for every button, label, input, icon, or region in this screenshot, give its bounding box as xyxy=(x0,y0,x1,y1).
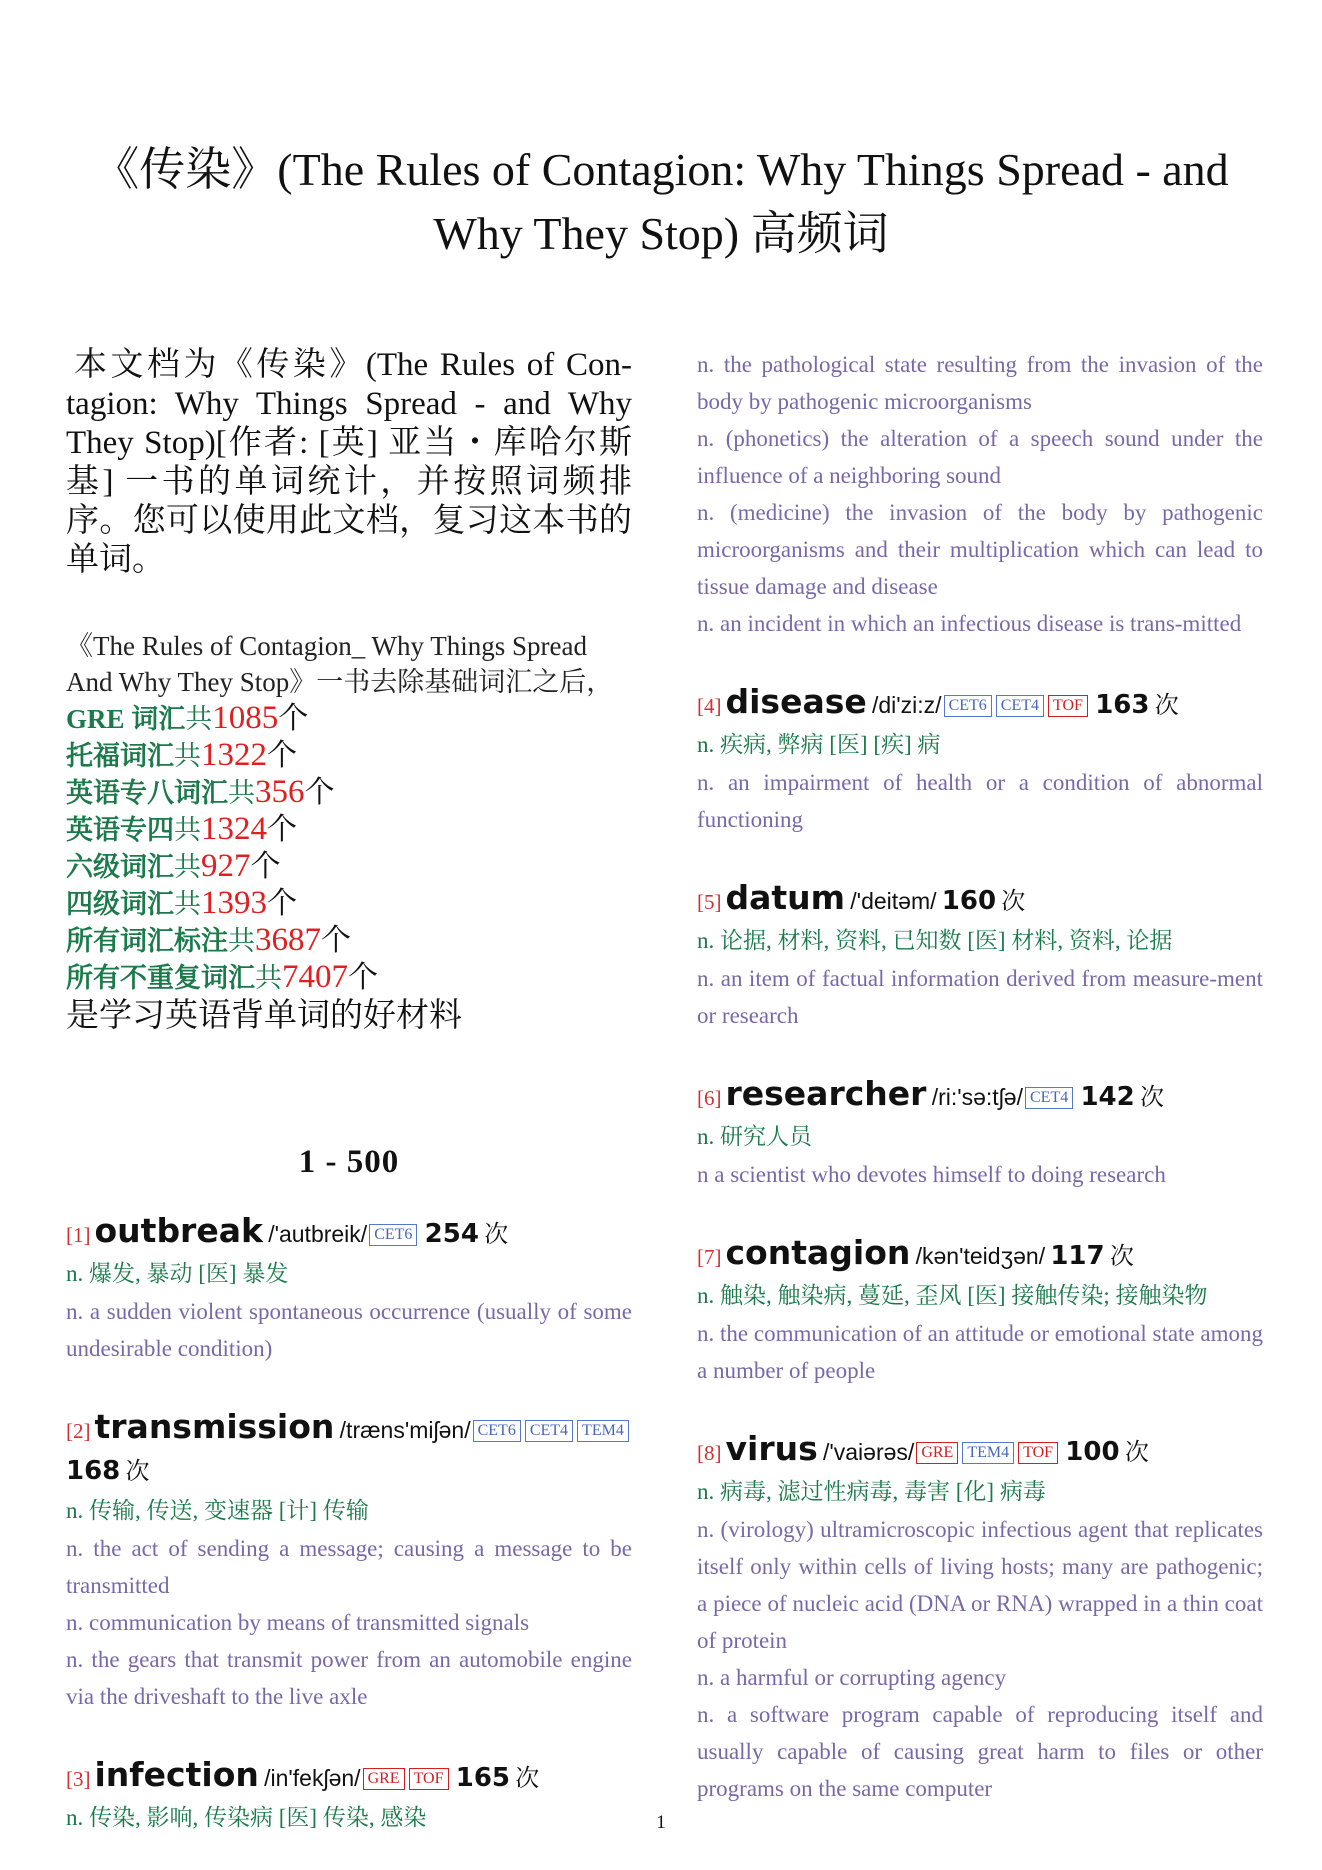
stat-label: 所有词汇标注 xyxy=(66,926,228,956)
exam-tag: TEM4 xyxy=(962,1442,1014,1464)
entry-head xyxy=(66,1407,632,1492)
entry-frequency-unit: 次 xyxy=(125,1459,150,1485)
entry-english-definition: n a scientist who devotes himself to doing research xyxy=(697,1162,1166,1187)
stat-mid: 共 xyxy=(174,741,201,771)
entry-frequency-unit: 次 xyxy=(1124,1440,1149,1466)
entry-chinese-definition: n. 爆发, 暴动 [医] 暴发 xyxy=(66,1261,289,1286)
entry-frequency-unit: 次 xyxy=(1140,1085,1164,1111)
entry-frequency: 163 xyxy=(1095,690,1150,720)
stat-line xyxy=(66,848,632,885)
vocab-entry xyxy=(66,1407,632,1715)
entry-frequency-unit: 次 xyxy=(1154,693,1179,719)
exam-tag: CET6 xyxy=(944,695,992,717)
entry-index: [6] xyxy=(697,1086,722,1110)
entry-english-definition: n. an incident in which an infectious disease is trans-mitted xyxy=(697,611,1242,636)
entry-english-definition: n. (phonetics) the alteration of a speech sound under the influence of a neighboring sound xyxy=(697,426,1263,488)
stat-unit: 个 xyxy=(267,813,297,846)
vocab-entry xyxy=(697,1074,1263,1193)
exam-tag: GRE xyxy=(916,1442,958,1464)
entry-chinese-definition: n. 研究人员 xyxy=(697,1124,812,1149)
entry-index: [7] xyxy=(697,1245,722,1269)
exam-tag: CET6 xyxy=(473,1420,521,1442)
stat-label: 所有不重复词汇 xyxy=(66,963,255,993)
stat-unit: 个 xyxy=(267,887,297,920)
entry-head xyxy=(697,1074,1263,1118)
page-number: 1 xyxy=(656,1812,666,1833)
entry-head xyxy=(697,682,1263,726)
vocab-stats xyxy=(66,628,632,1036)
entry-english-definition: n. the act of sending a message; causing a message to be transmitted xyxy=(66,1536,632,1598)
stat-mid: 共 xyxy=(174,815,201,845)
entry-frequency: 254 xyxy=(424,1219,479,1249)
stats-closing: 是学习英语背单词的好材料 xyxy=(66,998,462,1034)
stat-mid: 共 xyxy=(174,889,201,919)
entry-english-definition: n. a harmful or corrupting agency xyxy=(697,1665,1007,1690)
stat-label: 英语专八词汇 xyxy=(66,778,228,808)
entry-english-definition: n. an impairment of health or a condition of abnormal functioning xyxy=(697,770,1263,832)
entry-english-definition: n. the pathological state resulting from the invasion of the body by pathogenic microorganisms xyxy=(697,352,1263,414)
stat-unit: 个 xyxy=(250,850,281,883)
entry-index: [1] xyxy=(66,1223,91,1247)
entry-chinese-definition: n. 论据, 材料, 资料, 已知数 [医] 材料, 资料, 论据 xyxy=(697,928,1173,953)
stat-count: 1322 xyxy=(201,737,267,773)
stat-line xyxy=(66,922,632,959)
stat-line xyxy=(66,959,632,996)
stat-count: 3687 xyxy=(255,922,321,958)
entry-index: [8] xyxy=(697,1441,722,1465)
stat-unit: 个 xyxy=(278,702,309,735)
entry-frequency-unit: 次 xyxy=(1001,889,1026,915)
entry-english-definition: n. communication by means of transmitted signals xyxy=(66,1610,530,1635)
entry-ipa: /in'fekʃən/ xyxy=(264,1765,361,1791)
entry-ipa: /ri:'sə:tʃə/ xyxy=(931,1084,1023,1110)
right-column xyxy=(697,346,1263,1847)
entry-ipa: /'vaiərəs/ xyxy=(822,1439,915,1465)
entry-word: outbreak xyxy=(94,1211,263,1250)
exam-tag: CET4 xyxy=(525,1420,573,1442)
stat-line xyxy=(66,885,632,922)
entry-chinese-definition: n. 疾病, 弊病 [医] [疾] 病 xyxy=(697,732,941,757)
entry-english-definition: n. a software program capable of reproducing itself and usually capable of causing great harm to files or other programs on the same computer xyxy=(697,1702,1263,1801)
entry-word: datum xyxy=(725,878,846,917)
entry-frequency: 142 xyxy=(1080,1082,1135,1112)
entry-frequency-unit: 次 xyxy=(484,1222,509,1248)
entry-head xyxy=(697,878,1263,922)
entry-chinese-definition: n. 传输, 传送, 变速器 [计] 传输 xyxy=(66,1498,369,1523)
entry-chinese-definition: n. 传染, 影响, 传染病 [医] 传染, 感染 xyxy=(66,1805,427,1830)
range-heading: 1 - 500 xyxy=(298,1144,400,1180)
vocab-entry xyxy=(66,1211,632,1367)
stats-lines xyxy=(66,700,632,996)
entry-word: transmission xyxy=(94,1407,335,1446)
entry-frequency-unit: 次 xyxy=(1109,1244,1134,1270)
stat-count: 927 xyxy=(201,848,251,884)
stat-mid: 共 xyxy=(228,778,255,808)
entry-index: [2] xyxy=(66,1419,91,1443)
stat-mid: 共 xyxy=(255,963,282,993)
entry-english-definition: n. the gears that transmit power from an automobile engine via the driveshaft to the live axle xyxy=(66,1647,632,1709)
entry-frequency-unit: 次 xyxy=(515,1766,540,1792)
stat-label: 六级词汇 xyxy=(66,852,174,882)
entry-frequency: 165 xyxy=(455,1763,511,1793)
entry-english-definition: n. (medicine) the invasion of the body by pathogenic microorganisms and their multiplication which can lead to tissue damage and disease xyxy=(697,500,1263,599)
vocab-entry xyxy=(697,682,1263,838)
stat-label: GRE 词汇 xyxy=(66,704,186,734)
entry-frequency: 168 xyxy=(66,1456,121,1486)
stat-count: 1085 xyxy=(212,700,279,736)
entry-head xyxy=(66,1211,632,1255)
vocab-entry xyxy=(697,1429,1263,1807)
stat-count: 356 xyxy=(255,774,305,810)
stat-label: 英语专四 xyxy=(66,815,174,845)
entry-chinese-definition: n. 病毒, 滤过性病毒, 毒害 [化] 病毒 xyxy=(697,1479,1046,1504)
exam-tag: TEM4 xyxy=(577,1420,629,1442)
entry-word: researcher xyxy=(725,1074,927,1113)
entry-word: virus xyxy=(725,1429,818,1468)
entry-index: [3] xyxy=(66,1767,91,1791)
stat-count: 7407 xyxy=(282,959,348,995)
stat-unit: 个 xyxy=(304,776,335,809)
stat-line xyxy=(66,811,632,848)
stat-line xyxy=(66,774,632,811)
entry-head xyxy=(697,1233,1263,1277)
entry-word: disease xyxy=(725,682,867,721)
entry-frequency: 117 xyxy=(1050,1241,1105,1271)
stat-mid: 共 xyxy=(174,852,201,882)
vocab-entry-continued xyxy=(697,346,1263,642)
entry-english-definition: n. the communication of an attitude or emotional state among a number of people xyxy=(697,1321,1263,1383)
intro-paragraph: 本文档为《传染》(The Rules of Con-tagion: Why Things Spread - and Why They Stop)[作者: [英] 亚当・库哈尔斯基] 一书的单词统计，并按照词频排序。您可以使用此文档，复习这本书的单词。 xyxy=(66,347,632,578)
entry-english-definition: n. an item of factual information derived from measure-ment or research xyxy=(697,966,1263,1028)
entry-word: contagion xyxy=(725,1233,911,1272)
stat-unit: 个 xyxy=(348,961,378,994)
entry-english-definition: n. (virology) ultramicroscopic infectious agent that replicates itself only within cells of living hosts; many are pathogenic; a piece of nucleic acid (DNA or RNA) wrapped in a thin coat of protein xyxy=(697,1517,1263,1653)
stat-line xyxy=(66,737,632,774)
entry-chinese-definition: n. 触染, 触染病, 蔓延, 歪风 [医] 接触传染; 接触染物 xyxy=(697,1283,1208,1308)
stat-label: 四级词汇 xyxy=(66,889,174,919)
entry-ipa: /di'zi:z/ xyxy=(872,692,942,718)
entry-frequency: 100 xyxy=(1065,1437,1120,1467)
entry-frequency: 160 xyxy=(941,886,997,916)
stat-count: 1324 xyxy=(201,811,267,847)
exam-tag: TOF xyxy=(1018,1442,1058,1464)
entries-left xyxy=(66,1211,632,1837)
entry-index: [5] xyxy=(697,890,722,914)
entry-ipa: /kən'teidʒən/ xyxy=(915,1243,1046,1269)
entry-ipa: /'deitəm/ xyxy=(850,888,937,914)
entry-head xyxy=(66,1755,632,1799)
exam-tag: GRE xyxy=(363,1768,405,1790)
exam-tag: CET4 xyxy=(1025,1087,1073,1109)
exam-tag: CET6 xyxy=(369,1224,417,1246)
exam-tag: CET4 xyxy=(996,695,1044,717)
entry-head xyxy=(697,1429,1263,1473)
vocab-entry xyxy=(697,878,1263,1034)
stat-line xyxy=(66,700,632,737)
left-column xyxy=(66,346,632,1837)
vocab-entry xyxy=(697,1233,1263,1389)
stat-unit: 个 xyxy=(267,739,297,772)
page-title: 《传染》(The Rules of Contagion: Why Things Spread - and Why They Stop) 高频词 xyxy=(93,144,1229,259)
exam-tag: TOF xyxy=(409,1768,449,1790)
stat-label: 托福词汇 xyxy=(66,741,174,771)
stats-book-line: 《The Rules of Contagion_ Why Things Spread And Why They Stop》一书去除基础词汇之后， xyxy=(66,631,614,697)
entry-index: [4] xyxy=(697,694,722,718)
entry-ipa: /træns'miʃən/ xyxy=(339,1417,471,1443)
entries-right xyxy=(697,346,1263,1807)
exam-tag: TOF xyxy=(1048,695,1088,717)
stat-unit: 个 xyxy=(321,924,351,957)
entry-english-definition: n. a sudden violent spontaneous occurrence (usually of some undesirable condition) xyxy=(66,1299,632,1361)
stat-mid: 共 xyxy=(185,704,213,734)
entry-word: infection xyxy=(94,1755,259,1794)
stat-mid: 共 xyxy=(228,926,255,956)
stat-count: 1393 xyxy=(201,885,267,921)
entry-ipa: /'autbreik/ xyxy=(268,1221,368,1247)
